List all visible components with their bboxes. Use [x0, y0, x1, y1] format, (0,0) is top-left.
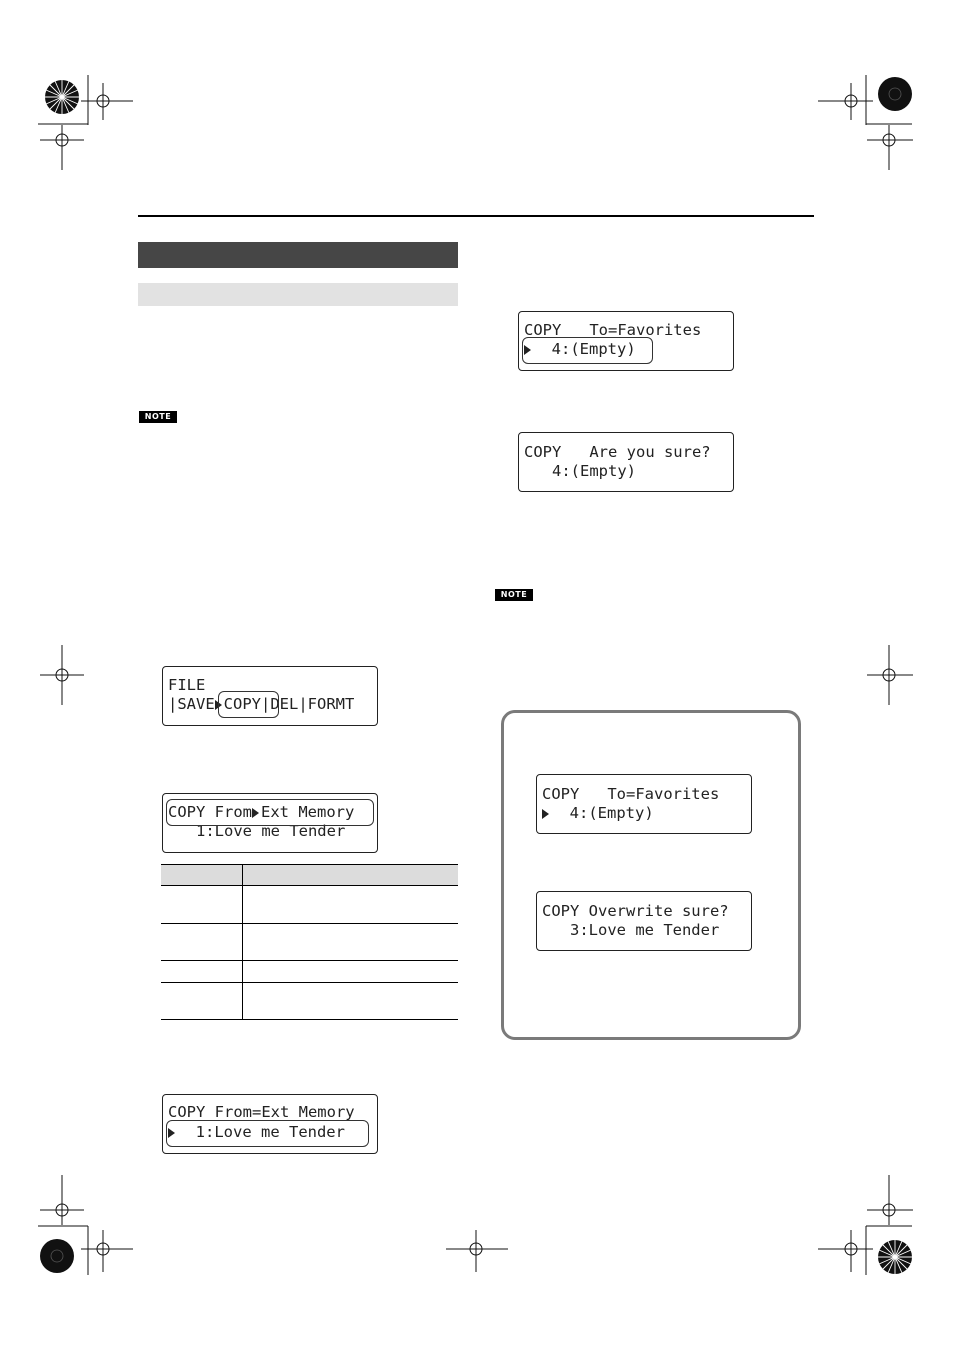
lcd-value: 4:(Empty) — [551, 804, 654, 822]
selection-highlight — [218, 691, 279, 718]
lcd-line: COPY From=Ext Memory — [168, 1103, 355, 1121]
lcd-line: 1:Love me Tender — [168, 822, 346, 840]
lcd-line — [542, 804, 654, 822]
crosshair-target — [81, 1230, 133, 1272]
lcd-box-overwrite — [536, 891, 752, 951]
lcd-copy-from-song — [162, 1094, 378, 1154]
lcd-menu-segment: |SAVE — [168, 695, 215, 713]
crosshair-target — [867, 645, 913, 705]
selection-highlight — [166, 799, 374, 826]
lcd-box-copy-to — [536, 774, 752, 834]
section-heading-bar — [138, 242, 458, 268]
table-divider — [242, 864, 243, 886]
crosshair-target — [867, 1175, 913, 1225]
crosshair-target — [446, 1230, 508, 1272]
lcd-file-menu — [162, 666, 378, 726]
lcd-selected-value: 4:(Empty) — [533, 340, 636, 358]
lcd-selected-menu-item: COPY| — [223, 695, 271, 713]
registration-circle-top-right — [878, 77, 912, 111]
note-badge: NOTE — [495, 589, 533, 601]
selection-highlight — [166, 1120, 369, 1147]
registration-sunburst-top-left — [45, 80, 79, 114]
table-row-divider — [161, 923, 458, 924]
lcd-selected-value: 1:Love me Tender — [177, 1123, 345, 1141]
lcd-line: COPY To=Favorites — [542, 785, 720, 803]
table-row-divider — [161, 960, 458, 961]
lcd-line: 4:(Empty) — [524, 462, 636, 480]
overwrite-info-box — [501, 710, 801, 1040]
note-badge: NOTE — [139, 411, 177, 423]
lcd-copy-to — [518, 311, 734, 371]
lcd-menu-segment: DEL|FORMT — [270, 695, 355, 713]
lcd-line: COPY To=Favorites — [524, 321, 702, 339]
lcd-confirm — [518, 432, 734, 492]
registration-circle-bottom-left — [40, 1239, 74, 1273]
crosshair-target — [818, 83, 873, 120]
table-divider — [242, 886, 243, 1019]
lcd-selected-value: Ext Memory — [261, 803, 355, 821]
crosshair-target — [40, 1175, 84, 1225]
crosshair-target — [40, 645, 84, 705]
table-header-row — [161, 864, 458, 886]
lcd-line: COPY Are you sure? — [524, 443, 711, 461]
crosshair-target — [40, 125, 84, 170]
crosshair-target — [81, 83, 133, 120]
crosshair-target — [867, 125, 913, 170]
lcd-copy-from-select — [162, 793, 378, 853]
table-row-divider — [161, 982, 458, 983]
subsection-heading-bar — [138, 283, 458, 306]
cursor-triangle-icon — [542, 809, 549, 819]
lcd-line: 3:Love me Tender — [542, 921, 720, 939]
selection-highlight — [522, 337, 653, 364]
lcd-label: COPY From — [168, 803, 252, 821]
header-rule — [138, 215, 814, 217]
lcd-line: FILE — [168, 676, 206, 694]
lcd-line: COPY Overwrite sure? — [542, 902, 729, 920]
table-row-divider — [161, 1019, 458, 1020]
registration-sunburst-bottom-right — [878, 1240, 912, 1274]
crosshair-target — [818, 1230, 873, 1272]
